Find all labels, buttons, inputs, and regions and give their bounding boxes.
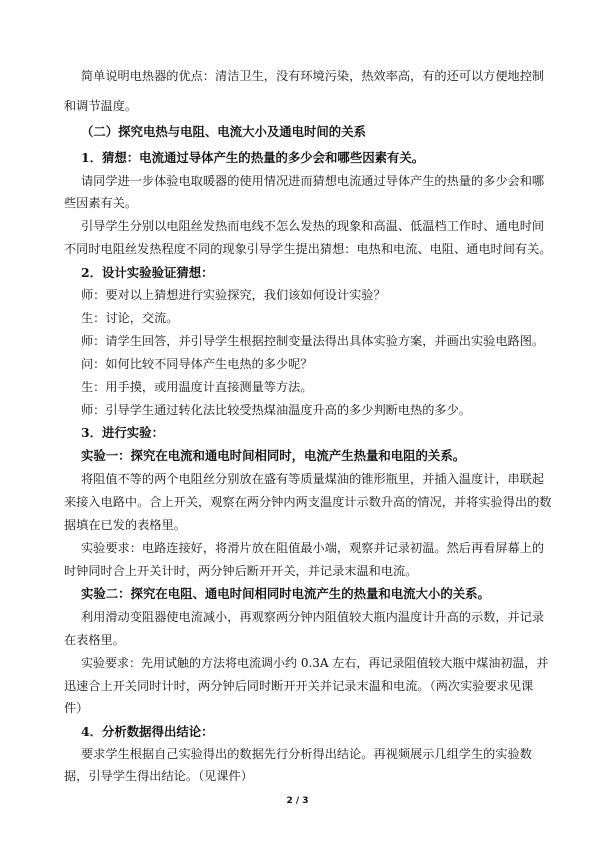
page-number: 2 / 3 [286,796,309,806]
subsection-heading: 3．进行实验： [81,425,164,440]
subsection-heading: 2．设计实验验证猜想： [81,265,214,280]
paragraph-line: 将阻值不等的两个电阻丝分别放在盛有等质量煤油的锥形瓶里，并插入温度计，串联起 [81,472,545,486]
paragraph-line: 师：引导学生通过转化法比较受热煤油温度升高的多少判断电热的多少。 [81,403,471,417]
paragraph-line: 和调节温度。 [64,99,138,113]
paragraph-line: 迅速合上开关同时计时，两分钟后同时断开开关并记录末温和电流。（两次实验要求见课 [64,679,534,693]
paragraph-line: 问：如何比较不同导体产生电热的多少呢？ [81,357,313,371]
paragraph-line: 要求学生根据自己实验得出的数据先行分析得出结论。再视频展示几组学生的实验数 [81,747,532,761]
paragraph-line: 请同学进一步体验电取暖器的使用情况进而猜想电流通过导体产生的热量的多少会和哪 [81,174,545,188]
paragraph-line: 引导学生分别以电阻丝发热而电线不怎么发热的现象和高温、低温档工作时、通电时间 [81,219,545,233]
paragraph-line: 据填在已发的表格里。 [64,518,186,532]
paragraph-line: 件） [64,701,89,715]
paragraph-line: 实验要求：电路连接好，将滑片放在阻值最小端，观察并记录初温。然后再看屏幕上的 [81,541,545,555]
paragraph-line: 据，引导学生得出结论。（见课件） [64,769,253,783]
paragraph-line: 师：请学生回答，并引导学生根据控制变量法得出具体实验方案，并画出实验电路图。 [81,334,545,348]
paragraph-line: 师：要对以上猜想进行实验探究，我们该如何设计实验？ [81,288,386,302]
experiment-heading: 实验二：探究在电阻、通电时间相同时电流产生的热量和电流大小的关系。 [81,586,490,601]
paragraph-line: 不同时电阻丝发热程度不同的现象引导学生提出猜想：电热和电流、电阻、通电时间有关。 [64,242,552,256]
subsection-heading: 1．猜想：电流通过导体产生的热量的多少会和哪些因素有关。 [81,150,425,165]
paragraph-line: 些因素有关。 [64,196,138,210]
experiment-heading: 实验一：探究在电流和通电时间相同时，电流产生热量和电阻的关系。 [81,448,466,463]
subsection-heading: 4．分析数据得出结论： [81,724,214,739]
paragraph-line: 生：用手摸，或用温度计直接测量等方法。 [81,380,313,394]
paragraph-line: 时钟同时合上开关计时，两分钟后断开开关，并记录末温和电流。 [64,564,418,578]
paragraph-line: 来接入电路中。合上开关，观察在两分钟内两支温度计示数升高的情况，并将实验得出的数 [64,495,552,509]
paragraph-line: 简单说明电热器的优点：清洁卫生，没有环境污染，热效率高，有的还可以方便地控制 [81,69,545,83]
paragraph-line: 生：讨论，交流。 [81,311,179,325]
paragraph-line: 利用滑动变阻器使电流减小，再观察两分钟内阻值较大瓶内温度计升高的示数，并记录 [81,610,545,624]
section-heading: （二）探究电热与电阻、电流大小及通电时间的关系 [81,124,366,139]
paragraph-line: 实验要求：先用试触的方法将电流调小约 0.3A 左右，再记录阻值较大瓶中煤油初温，并 [81,656,549,670]
paragraph-line: 在表格里。 [64,633,125,647]
